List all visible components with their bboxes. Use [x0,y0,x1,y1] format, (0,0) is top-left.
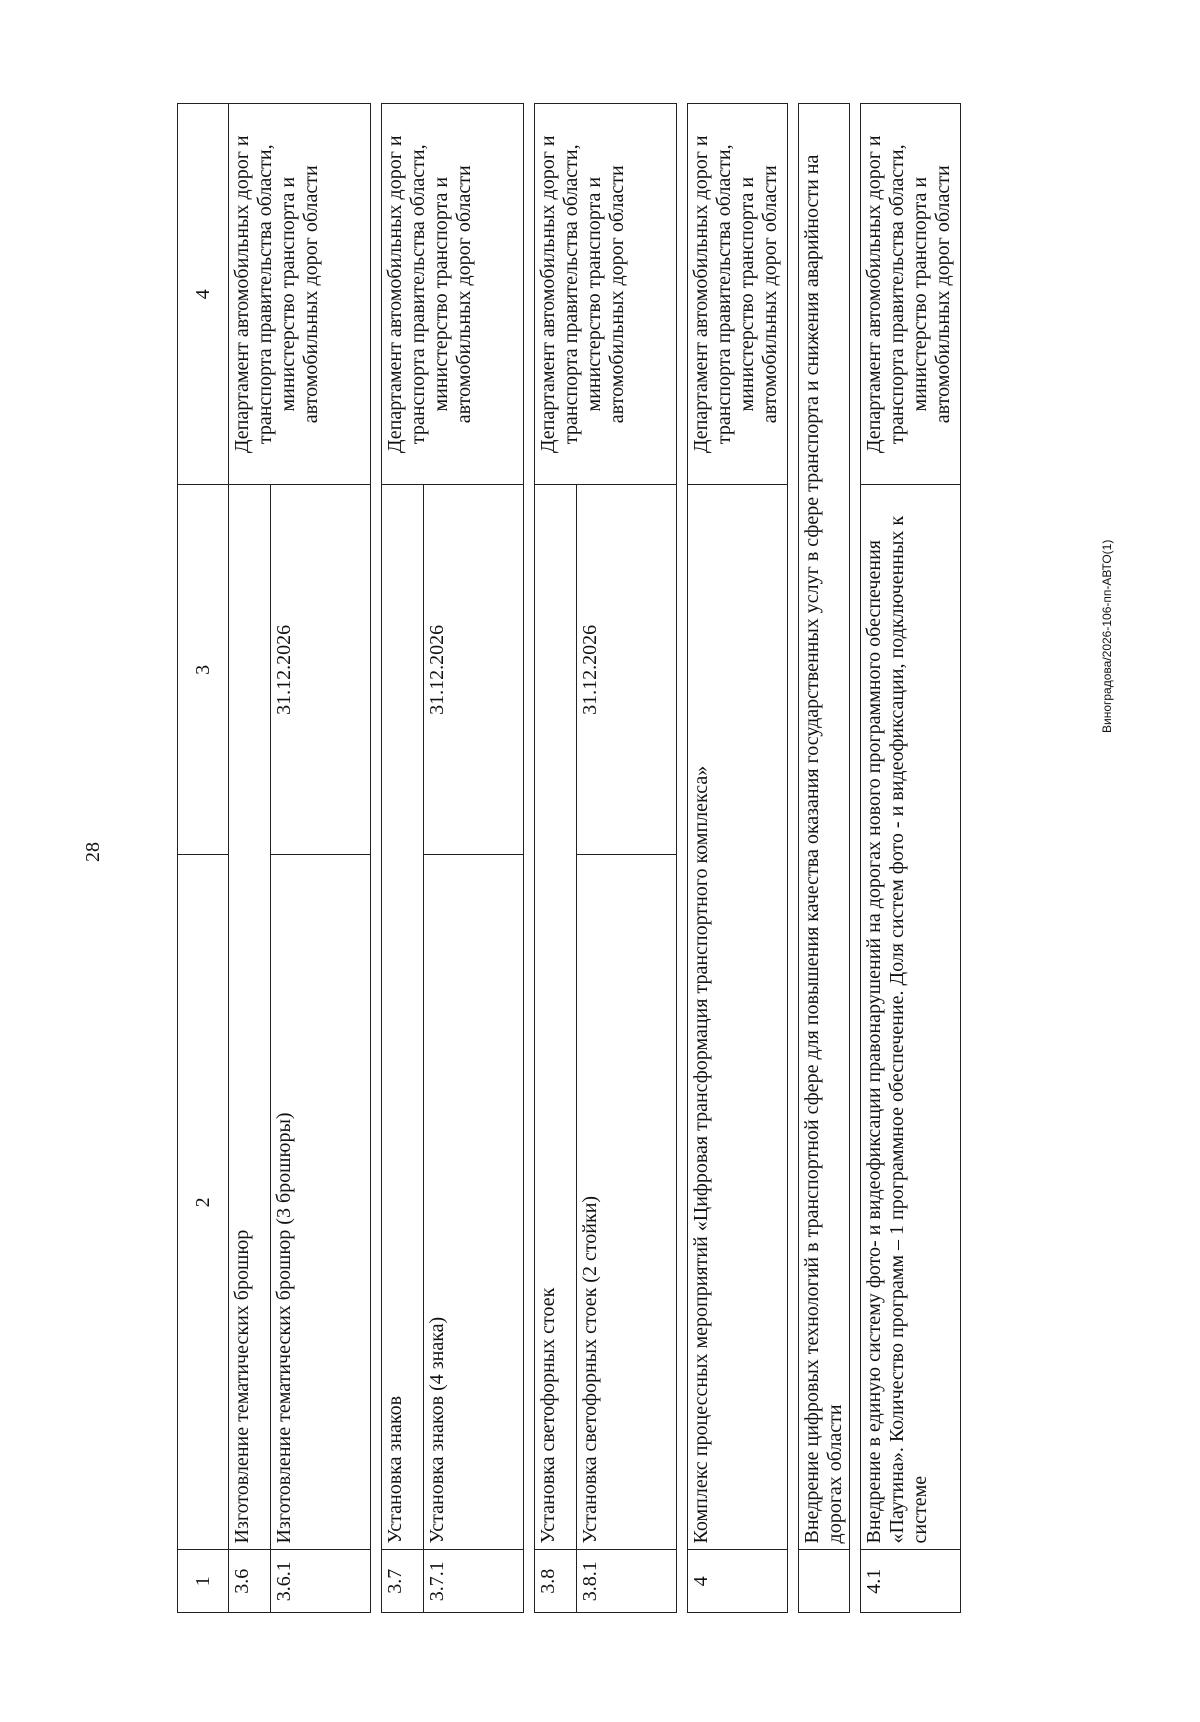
row-number: 3.8 [535,1550,577,1613]
row-date: 31.12.2026 [577,485,677,855]
row-number: 3.6 [229,1550,271,1613]
row-separator [524,104,535,1613]
table-header-row [178,104,229,1613]
row-responsible: Департамент автомобильных дорог и транспорта правительства области, министерство транспорта и автомобильных дорог области [861,104,961,485]
row-title: Внедрение в единую систему фото- и видеофиксации правонарушений на дорогах нового программного обеспечения «Паутина». Количество программ – 1 программное обеспечение. Доля систем фото - и видеофиксации, подключенных к системе [861,485,961,1550]
row-separator [788,104,799,1613]
table-row [382,104,424,1613]
row-title: Установка знаков (4 знака) [424,855,524,1550]
row-separator [371,104,382,1613]
row-separator [677,104,688,1613]
row-number: 3.7 [382,1550,424,1613]
row-number: 3.7.1 [424,1550,524,1613]
row-responsible: Департамент автомобильных дорог и транспорта правительства области, министерство транспорта и автомобильных дорог области [382,104,524,485]
row-title: Комплекс процессных мероприятий «Цифровая трансформация транспортного комплекса» [688,485,788,1550]
row-responsible: Департамент автомобильных дорог и транспорта правительства области, министерство транспорта и автомобильных дорог области [229,104,371,485]
table-row [861,104,961,1613]
header-col-2: 2 [178,855,229,1550]
document-code: Виноградова/2026-106-пп-АВТО(1) [1100,539,1114,733]
table-row [799,104,850,1613]
row-number: 4 [688,1550,788,1613]
row-date: 31.12.2026 [424,485,524,855]
row-separator [850,104,861,1613]
row-number: 3.6.1 [271,1550,371,1613]
row-title: Установка светофорных стоек [535,485,577,1550]
measures-table [177,103,961,1613]
row-title: Изготовление тематических брошюр [229,485,271,1550]
row-responsible: Департамент автомобильных дорог и транспорта правительства области, министерство транспорта и автомобильных дорог области [535,104,677,485]
page-number: 28 [82,842,104,862]
header-col-1: 1 [178,1550,229,1613]
row-title: Установка знаков [382,485,424,1550]
measures-table-wrapper [177,103,961,1613]
table-row [229,104,271,1613]
row-number: 3.8.1 [577,1550,677,1613]
table-row [688,104,788,1613]
row-number-empty [799,1550,850,1613]
section-title: Внедрение цифровых технологий в транспортной сфере для повышения качества оказания государственных услуг в сфере транспорта и снижения аварийности на дорогах области [799,104,850,1550]
row-title: Изготовление тематических брошюр (3 брошюры) [271,855,371,1550]
header-col-4: 4 [178,104,229,485]
header-col-3: 3 [178,485,229,855]
row-date: 31.12.2026 [271,485,371,855]
row-number: 4.1 [861,1550,961,1613]
row-title: Установка светофорных стоек (2 стойки) [577,855,677,1550]
table-row [535,104,577,1613]
row-responsible: Департамент автомобильных дорог и транспорта правительства области, министерство транспорта и автомобильных дорог области [688,104,788,485]
